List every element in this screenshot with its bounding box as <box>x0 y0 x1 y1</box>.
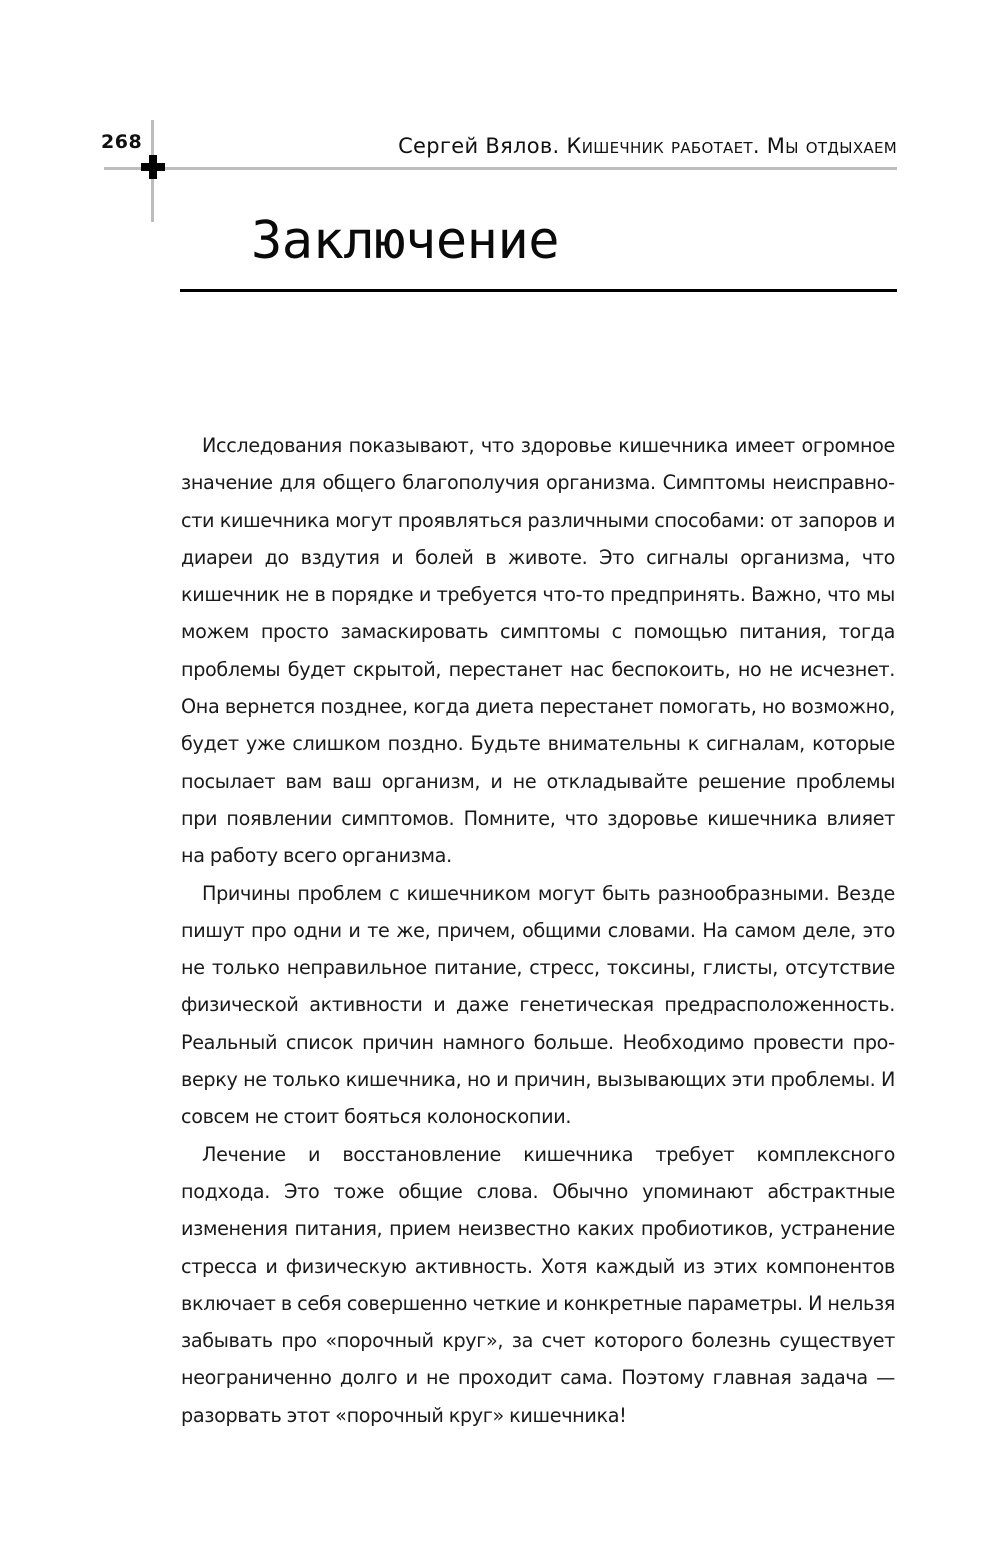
plus-icon <box>138 152 168 182</box>
page-number: 268 <box>101 131 143 153</box>
running-head-author: Сергей Вялов. <box>398 134 560 158</box>
chapter-title: Заключение <box>251 211 560 271</box>
paragraph: Причины проблем с кишечником могут быть разнообразными. Везде пишут про одни и те же, причем, общими словами. На самом деле, это не только неправильное питание, стресс, токсины, глисты, отсутствие физической активности и даже генетическая предрасположенность. Реальный список причин намного больше. Необходимо провести проверку не только кишечника, но и причин, вызывающих эти проблемы. И совсем не стоит бояться колоноскопии. <box>181 881 895 1129</box>
header-horizontal-rule <box>104 167 897 170</box>
running-head-book-title: Кишечник работает. Мы отдыхаем <box>566 134 897 158</box>
paragraph: Лечение и восстановление кишечника требует комплексного подхода. Это тоже общие слова. Обычно упоминают абстрактные изменения питания, прием неизвестно каких пробиотиков, устранение стресса и физическую активность. Хотя каждый из этих компонентов включает в себя совершенно четкие и конкретные параметры. И нельзя забывать про «порочный круг», за счет которого болезнь существует неограниченно долго и не проходит сама. Поэтому главная задача — разорвать этот «порочный круг» кишечника! <box>181 1142 895 1427</box>
paragraph: Исследования показывают, что здоровье кишечника имеет огромное значение для общего благополучия организма. Симптомы неисправности кишечника могут проявляться различными способами: от запоров и диареи до вздутия и болей в животе. Это сигналы организма, что кишечник не в порядке и требуется что-то предпринять. Важно, что мы можем просто замаскировать симптомы с помощью питания, тогда проблемы будет скрытой, перестанет нас беспокоить, но не исчезнет. Она вернется позднее, когда диета перестанет помогать, но возможно, будет уже слишком поздно. Будьте внимательны к сигналам, которые посылает вам ваш организм, и не откладывайте решение проблемы при появлении симптомов. Помните, что здоровье кишечника влияет на работу всего организма. <box>181 434 895 868</box>
running-head <box>398 134 897 158</box>
title-underline <box>180 289 897 292</box>
chapter-body <box>181 427 895 1434</box>
